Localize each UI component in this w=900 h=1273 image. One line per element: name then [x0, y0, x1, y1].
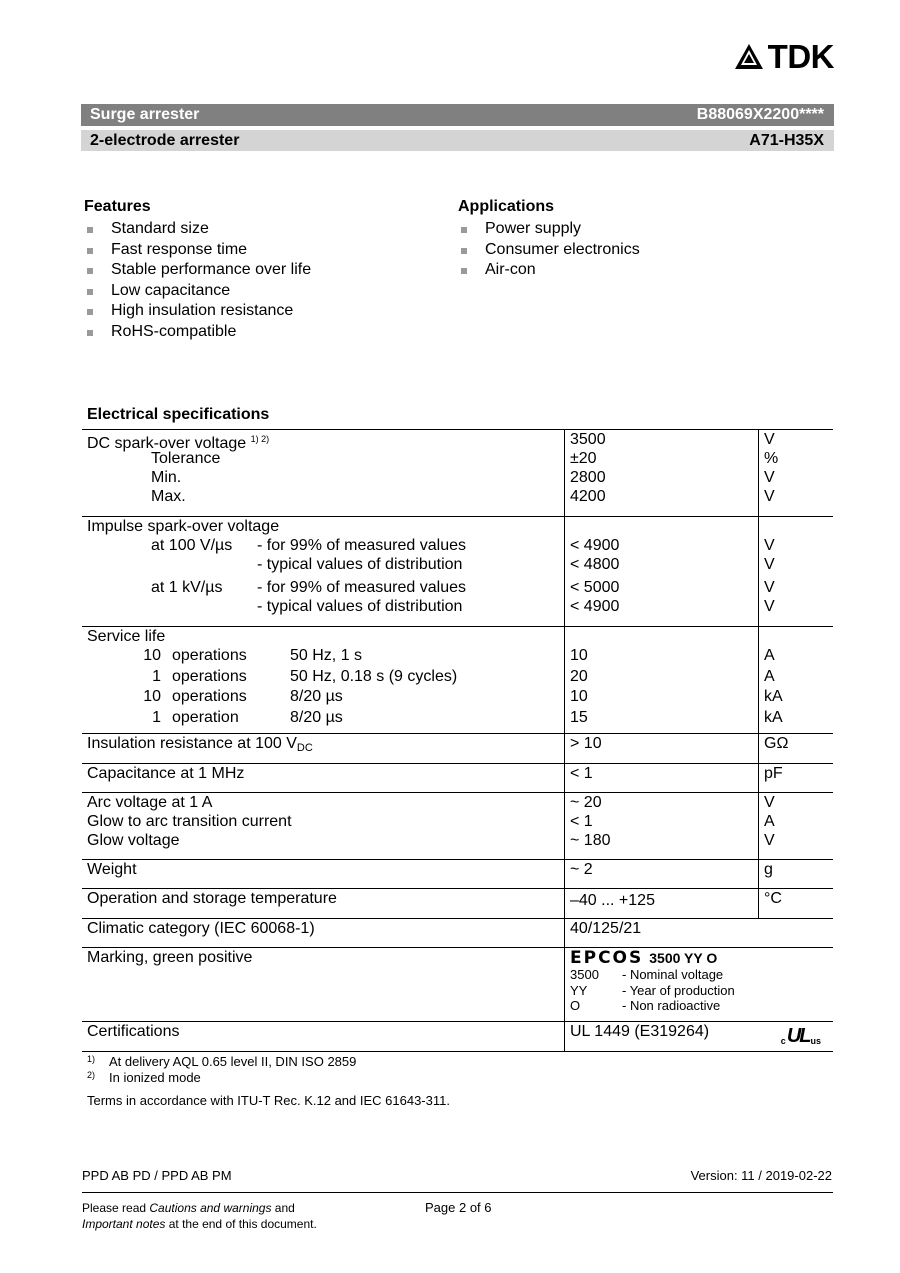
unit-cell: V [764, 469, 775, 486]
part-number: B88069X2200**** [696, 106, 824, 123]
list-item: High insulation resistance [84, 301, 311, 322]
value-cell: < 4800 [570, 556, 620, 573]
applications-section [458, 198, 640, 281]
table-row [82, 860, 833, 889]
impulse-label: Impulse spark-over voltage [87, 518, 280, 535]
unit-cell: GΩ [764, 735, 789, 752]
glow-arc-current-label: Glow to arc transition current [87, 813, 292, 830]
unit-cell: A [764, 813, 775, 830]
tdk-logo [734, 40, 834, 73]
rate-label: at 1 kV/µs [151, 579, 223, 596]
table-row [82, 948, 833, 1022]
ul-mark-icon: c UL us [780, 1025, 821, 1047]
value-cell: 10 [570, 688, 588, 705]
table-row [82, 889, 833, 919]
min-label: Min. [151, 469, 182, 486]
certifications-label: Certifications [87, 1023, 180, 1040]
unit-cell: V [764, 832, 775, 849]
value-cell: ±20 [570, 450, 597, 467]
list-item: Consumer electronics [458, 240, 640, 261]
value-cell: ~ 2 [570, 861, 593, 878]
value-cell: 4200 [570, 488, 606, 505]
unit-cell: A [764, 647, 775, 664]
terms-note: Terms in accordance with ITU-T Rec. K.12 and IEC 61643-311. [87, 1093, 450, 1108]
value-cell: ~ 20 [570, 794, 602, 811]
weight-label: Weight [87, 861, 137, 878]
footnote-ref: 1) 2) [250, 434, 270, 444]
value-cell: ~ 180 [570, 832, 611, 849]
service-life-label: Service life [87, 628, 166, 645]
product-type: 2-electrode arrester [90, 132, 240, 149]
tolerance-label: Tolerance [151, 450, 221, 467]
features-section [84, 198, 311, 343]
unit-cell: g [764, 861, 773, 878]
unit-cell: V [764, 598, 775, 615]
header-bar-secondary [81, 130, 834, 151]
list-item: Low capacitance [84, 281, 311, 302]
footer-department: PPD AB PD / PPD AB PM [82, 1168, 232, 1183]
value-cell: UL 1449 (E319264) [570, 1023, 710, 1040]
arc-voltage-label: Arc voltage at 1 A [87, 794, 213, 811]
footnote: 1) At delivery AQL 0.65 level II, DIN ISO 2859 [87, 1054, 357, 1069]
footer-version: Version: 11 / 2019-02-22 [690, 1168, 832, 1183]
unit-cell: % [764, 450, 779, 467]
unit-cell: V [764, 579, 775, 596]
list-item: Air-con [458, 260, 640, 281]
list-item: O - Non radioactive [570, 998, 721, 1013]
footnote: 2) In ionized mode [87, 1070, 201, 1085]
value-cell: 3500 [570, 431, 606, 448]
value-cell: 15 [570, 708, 588, 726]
bullet-square-icon [87, 309, 93, 315]
bullet-square-icon [461, 268, 467, 274]
value-cell: < 5000 [570, 579, 620, 596]
table-row: Impulse spark-over voltage at 100 V/µs - for 99% of measured values - typical values of distribution at 1 kV/µs - for 99% of measured values - typical values of distribution < 4900 < 4800 < 5000 < 4900 V V V V [82, 517, 833, 627]
features-title: Features [84, 198, 151, 215]
list-item: Standard size [84, 219, 311, 240]
footer-divider [82, 1192, 833, 1193]
product-name: Surge arrester [90, 106, 200, 123]
unit-cell: V [764, 556, 775, 573]
applications-list [458, 219, 640, 281]
list-item: Power supply [458, 219, 640, 240]
specs-title: Electrical specifications [87, 406, 270, 423]
value-cell: 2800 [570, 469, 606, 486]
bullet-square-icon [87, 227, 93, 233]
value-cell: > 10 [570, 735, 602, 752]
marking-code: 3500 YY O [649, 950, 718, 966]
epcos-logo: EPCOS [570, 948, 644, 968]
unit-cell: V [764, 537, 775, 554]
value-cell: < 4900 [570, 598, 620, 615]
list-item: 3500 - Nominal voltage [570, 967, 724, 982]
rate-label: at 100 V/µs [151, 537, 233, 554]
applications-title: Applications [458, 198, 555, 215]
glow-voltage-label: Glow voltage [87, 832, 180, 849]
value-cell: –40 ... +125 [570, 892, 655, 909]
unit-cell: °C [764, 890, 782, 907]
value-cell: 10 [570, 647, 588, 664]
unit-cell: V [764, 431, 775, 448]
value-cell: < 1 [570, 813, 593, 830]
unit-cell: V [764, 488, 775, 505]
list-item: Fast response time [84, 240, 311, 261]
logo-text: TDK [767, 38, 834, 75]
features-list [84, 219, 311, 343]
bullet-square-icon [87, 289, 93, 295]
dc-spark-label: DC spark-over voltage [87, 435, 247, 452]
insulation-label: Insulation resistance at 100 V [87, 735, 297, 752]
unit-cell: pF [764, 765, 783, 782]
table-row [82, 919, 833, 948]
unit-cell: A [764, 667, 775, 685]
capacitance-label: Capacitance at 1 MHz [87, 765, 245, 782]
page-number: Page 2 of 6 [425, 1200, 492, 1215]
table-row: Insulation resistance at 100 $V_{DC}$ > 10 GΩ [82, 734, 833, 764]
table-row [82, 764, 833, 793]
footnotes [87, 1054, 356, 1086]
bullet-square-icon [87, 248, 93, 254]
climatic-label: Climatic category (IEC 60068-1) [87, 920, 315, 937]
bullet-square-icon [461, 227, 467, 233]
bullet-square-icon [87, 268, 93, 274]
list-item: Stable performance over life [84, 260, 311, 281]
unit-cell: kA [764, 708, 783, 726]
max-label: Max. [151, 488, 186, 505]
unit-cell: kA [764, 688, 783, 705]
list-item: YY - Year of production [570, 982, 735, 998]
value-cell: 40/125/21 [570, 920, 642, 937]
marking-example [570, 948, 833, 967]
table-row [82, 793, 833, 860]
model-number: A71-H35X [749, 132, 824, 149]
value-cell: < 1 [570, 765, 593, 782]
unit-cell: V [764, 794, 775, 811]
spec-table [82, 429, 833, 1052]
value-cell: 20 [570, 667, 588, 685]
tdk-emblem-icon [734, 43, 764, 71]
table-row: Service life 10 operations 50 Hz, 1 s 1 operations 50 Hz, 0.18 s (9 cycles) 10 operations 8/20 µs 1 operation 8/20 µs 10 20 10 15 A A kA kA [82, 627, 833, 734]
temperature-label: Operation and storage temperature [87, 890, 337, 907]
table-row [82, 430, 833, 517]
bullet-square-icon [461, 248, 467, 254]
list-item: RoHS-compatible [84, 322, 311, 343]
value-cell: < 4900 [570, 537, 620, 554]
table-row [82, 1022, 833, 1052]
marking-label: Marking, green positive [87, 949, 253, 966]
footer-note: Please read Cautions and warnings and Important notes at the end of this document. [82, 1201, 317, 1231]
header-bar-primary [81, 104, 834, 126]
bullet-square-icon [87, 330, 93, 336]
